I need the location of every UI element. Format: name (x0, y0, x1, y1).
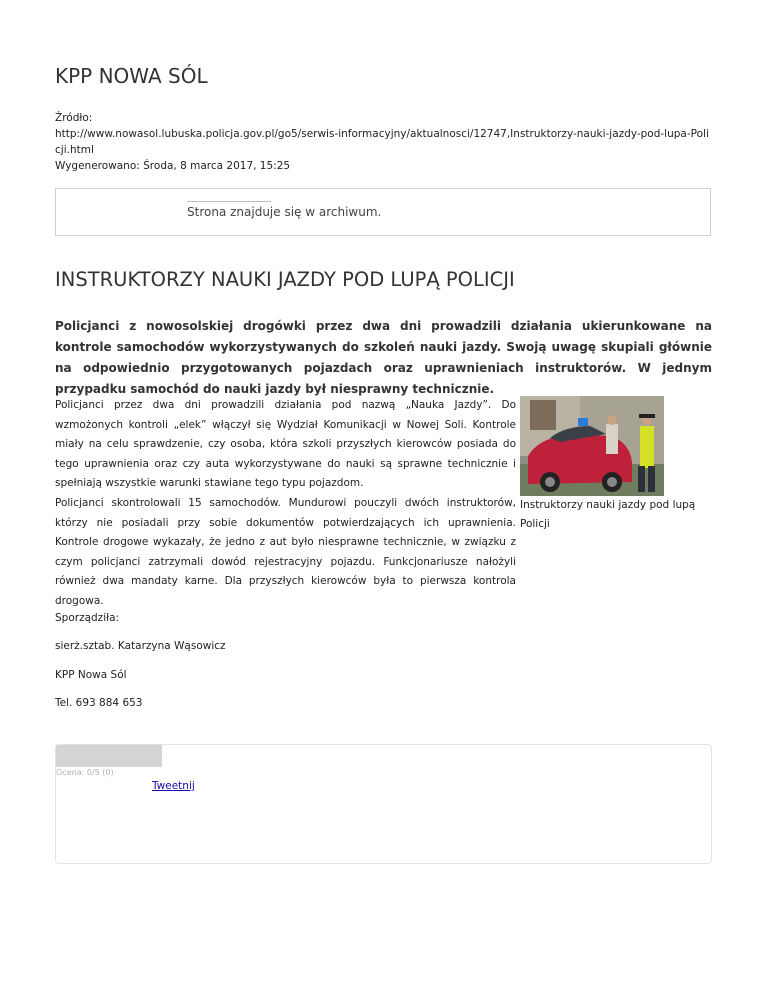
article-figure (520, 396, 696, 534)
article-photo[interactable] (520, 396, 664, 496)
photo-caption: Instruktorzy nauki jazdy pod lupą Policji (520, 499, 696, 530)
article-paragraph: Policjanci przez dwa dni prowadzili działania pod nazwą „Nauka Jazdy”. Do wzmożonych kontroli „elek” włączył się Wydział Komunikacji w Nowej Soli. Kontrole miały na celu sprawdzenie, czy osoba, która szkoli przyszłych kierowców posiada do tego uprawnienia oraz czy auta wykorzystywane do nauki są sprawne technicznie i spełniają wszystkie warunki stawiane tego typu pojazdom. (55, 399, 516, 489)
article-lead: Policjanci z nowosolskiej drogówki przez dwa dni prowadzili działania ukierunkowane na kontrole samochodów wykorzystywanych do szkoleń nauki jazdy. Swoją uwagę skupiali głównie na odpowiednio przygotowanych pojazdach oraz uprawnieniach instruktorów. W jednym przypadku samochód do nauki jazdy był niesprawny technicznie. (55, 319, 712, 396)
source-url: http://www.nowasol.lubuska.policja.gov.pl/go5/serwis-informacyjny/aktualnosci/12747,Instruktorzy-nauki-jazdy-pod-lupa-Poli cji.html (55, 128, 709, 156)
unit-name: KPP Nowa Sól (55, 669, 127, 681)
archive-message: Strona znajduje się w archiwum. (187, 205, 382, 219)
source-info (55, 110, 715, 174)
rating-text: Ocena: 0/5 (0) (56, 768, 114, 777)
generated-date: Wygenerowano: Środa, 8 marca 2017, 15:25 (55, 160, 291, 172)
article-title: INSTRUKTORZY NAUKI JAZDY POD LUPĄ POLICJI (55, 268, 515, 291)
tweet-link[interactable]: Tweetnij (152, 780, 195, 792)
archive-notice (55, 188, 711, 236)
phone-number: Tel. 693 884 653 (55, 697, 143, 709)
article-paragraph: Policjanci skontrolowali 15 samochodów. Mundurowi pouczyli dwóch instruktorów, którzy nie posiadali przy sobie dokumentów potwierdzających ich uprawnienia. Kontrole drogowe wykazały, że jedno z aut było niesprawne technicznie, w związku z czym policjanci zatrzymali dowód rejestracyjny pojazdu. Funkcjonariusze nałożyli również dwa mandaty karne. Dla przyszłych kierowców była to pierwsza kontrola drogowa. (55, 497, 516, 607)
source-label: Źródło: (55, 112, 93, 124)
prepared-by-label: Sporządziła: (55, 612, 120, 624)
site-title: KPP NOWA SÓL (55, 64, 208, 88)
rating-stars[interactable] (56, 745, 162, 767)
rating-panel (55, 744, 712, 864)
author-name: sierż.sztab. Katarzyna Wąsowicz (55, 640, 226, 652)
archive-divider (187, 201, 271, 202)
